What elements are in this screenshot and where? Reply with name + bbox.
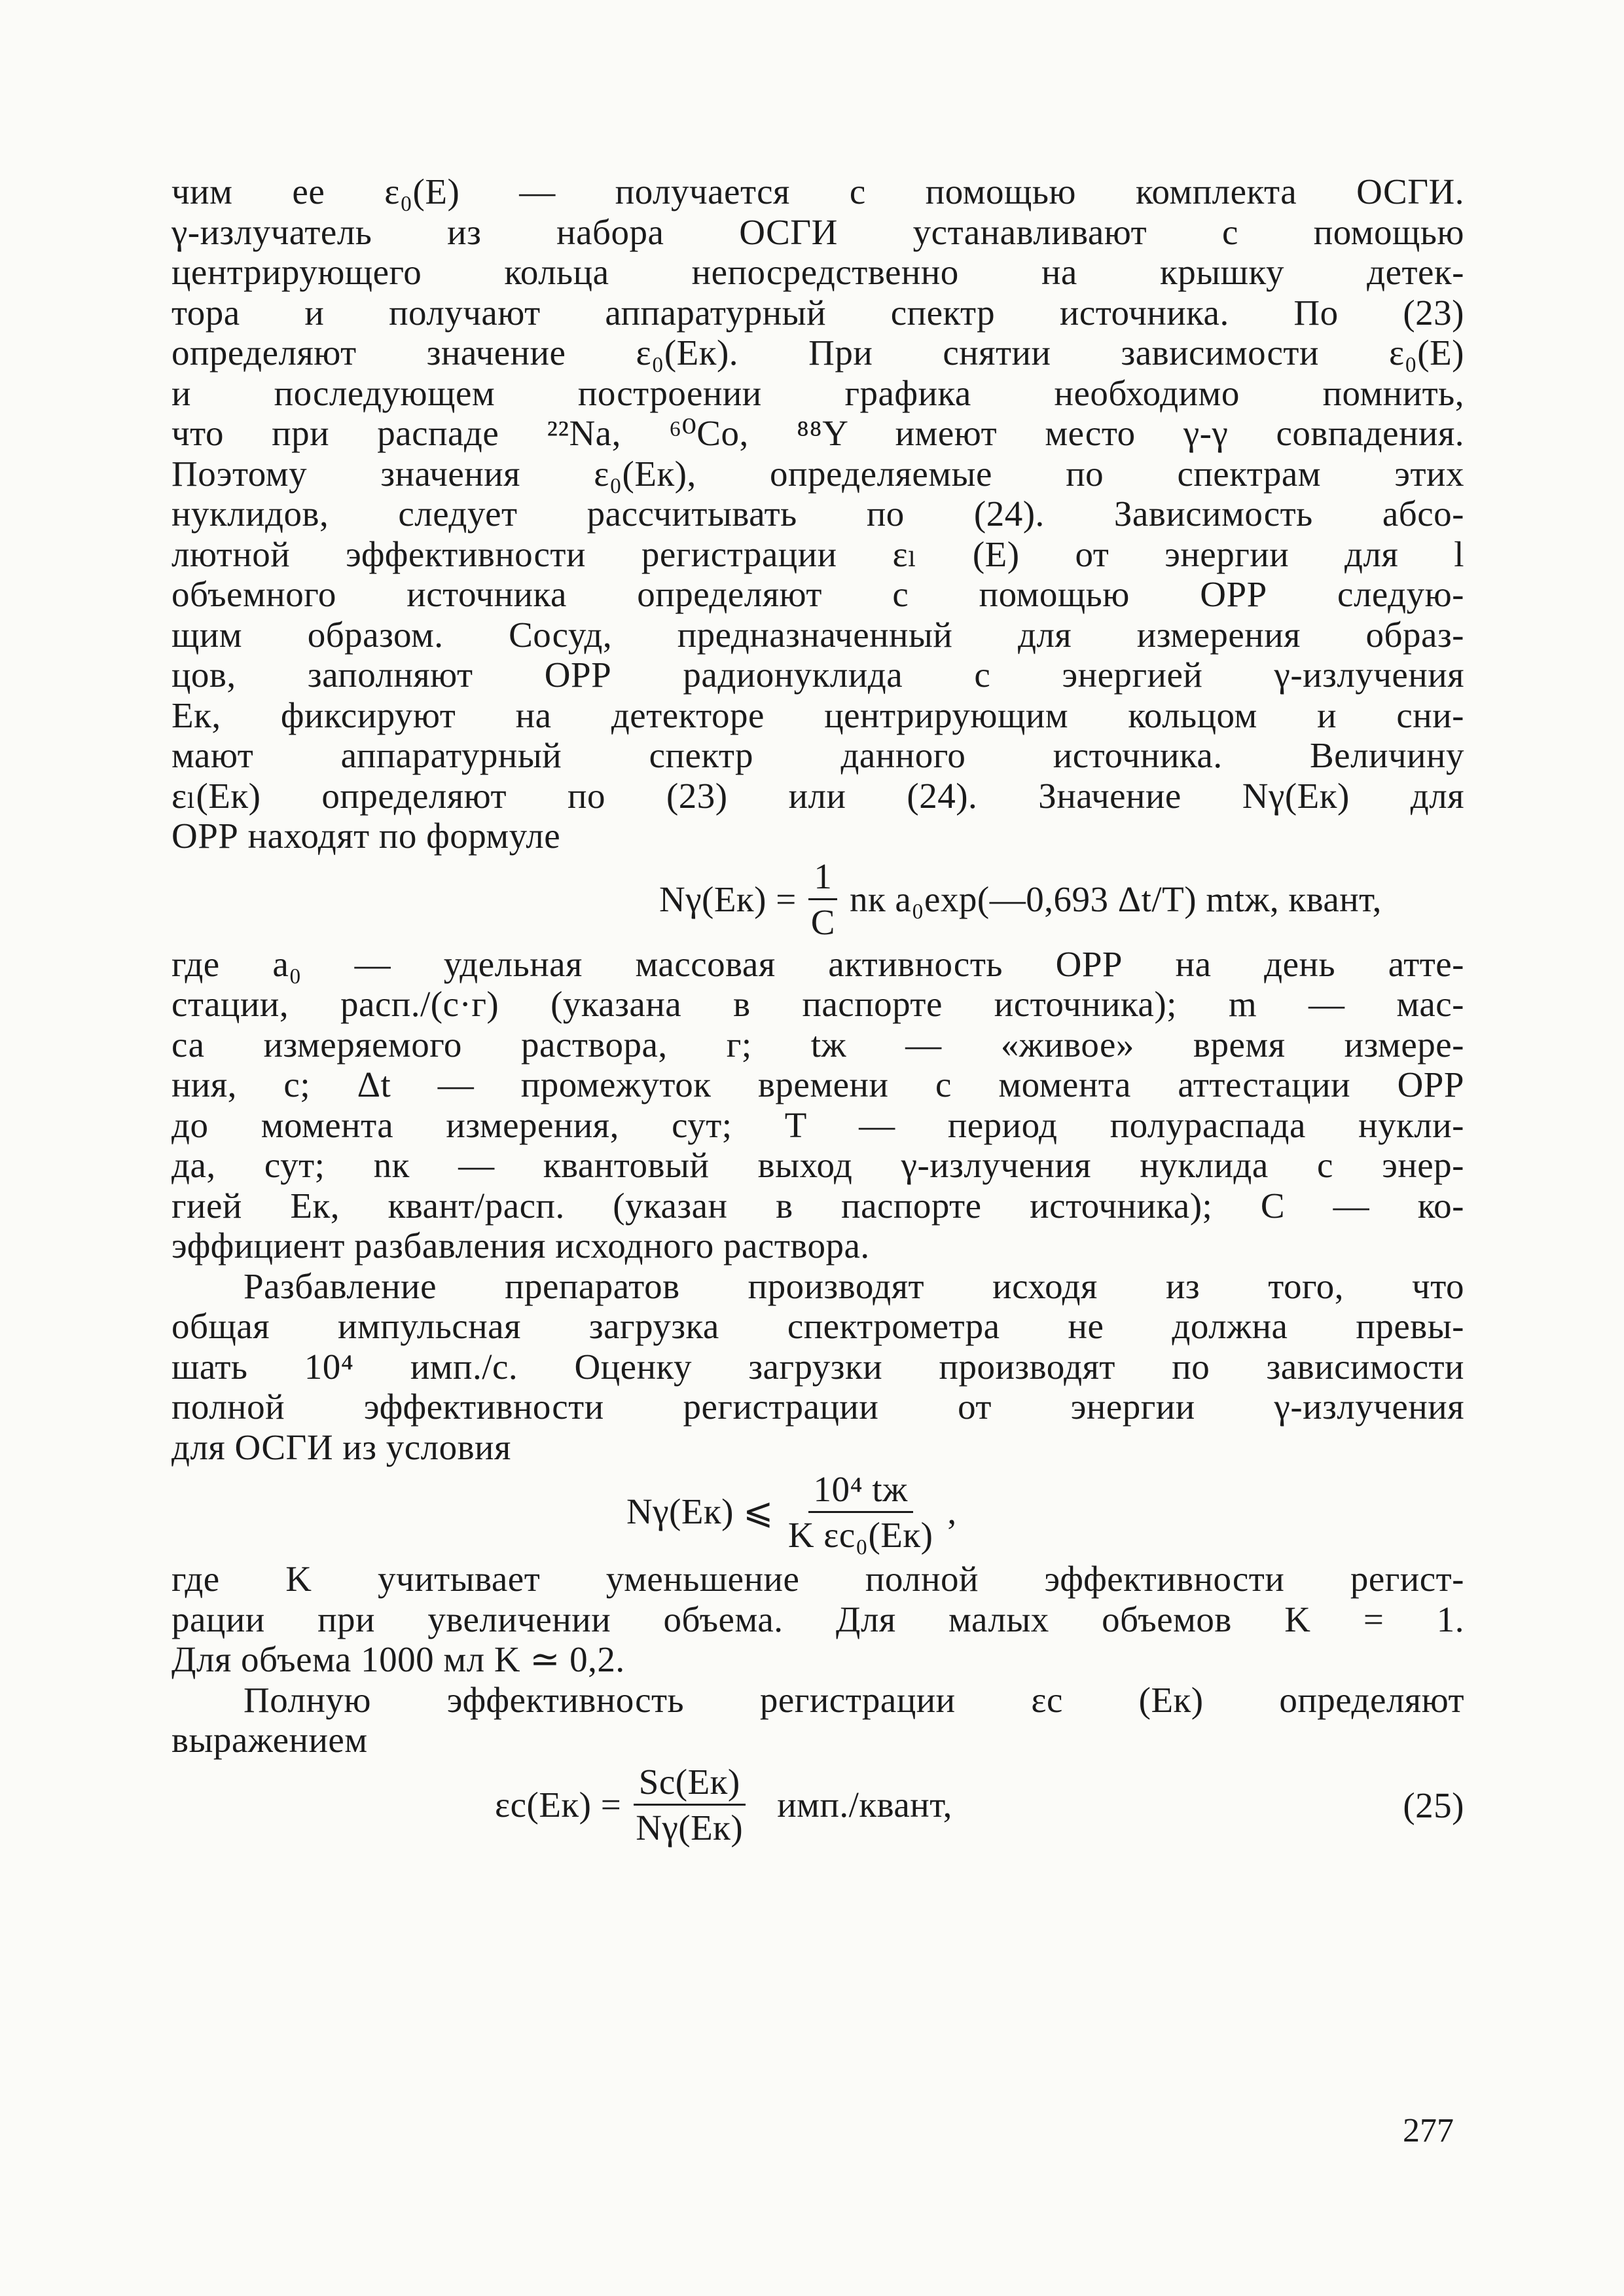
body-text (171, 172, 1464, 1846)
paragraph-3 (171, 1266, 1464, 1468)
text-line: Полную эффективность регистрации εc (Eк) определяют (244, 1679, 1464, 1720)
formula-lhs: εc(Eк) = (495, 1784, 622, 1825)
fraction-numerator: Sc(Eк) (634, 1764, 746, 1806)
formula-rhs: имп./квант, (777, 1784, 952, 1825)
formula-full-efficiency (171, 1764, 1464, 1846)
text-line: Поэтому значения ε₀(Eк), определяемые по спектрам этих (171, 453, 1464, 494)
text-line: Для объема 1000 мл K ≃ 0,2. (171, 1639, 625, 1679)
formula-rhs: , (947, 1491, 957, 1532)
text-line: определяют значение ε₀(Eк). При снятии зависимости ε₀(E) (171, 333, 1464, 373)
text-line: ОРР находят по формуле (171, 816, 561, 856)
text-line: рации при увеличении объема. Для малых объемов K = 1. (171, 1599, 1464, 1639)
text-line: до момента измерения, сут; T — период полураспада нукли- (171, 1104, 1464, 1145)
text-line: тора и получают аппаратурный спектр источника. По (23) (171, 292, 1464, 333)
equation-number: (25) (1403, 1785, 1464, 1825)
formula-lhs: Nγ(Eк) ⩽ (626, 1491, 774, 1532)
paragraph-1 (171, 172, 1464, 856)
text-line: ния, с; Δt — промежуток времени с момента аттестации ОРР (171, 1065, 1464, 1104)
text-line: общая импульсная загрузка спектрометра не должна превы- (171, 1306, 1464, 1346)
paragraph-2 (171, 944, 1464, 1266)
text-line: лютной эффективности регистрации εₗ (E) от энергии для l (171, 534, 1464, 574)
text-line: мают аппаратурный спектр данного источника. Величину (171, 735, 1464, 775)
text-line: нуклидов, следует рассчитывать по (24). Зависимость абсо- (171, 494, 1464, 534)
text-line: чим ее ε₀(E) — получается с помощью комплекта ОСГИ. (171, 172, 1464, 211)
formula-fraction (630, 1764, 748, 1846)
fraction-numerator: 10⁴ tж (808, 1471, 913, 1513)
text-line: γ-излучатель из набора ОСГИ устанавливают с помощью (171, 211, 1464, 252)
text-line: щим образом. Сосуд, предназначенный для измерения образ- (171, 614, 1464, 655)
text-line: стации, расп./(с·г) (указана в паспорте источника); m — мас- (171, 984, 1464, 1024)
formula-fraction (783, 1468, 939, 1555)
text-line: са измеряемого раствора, г; tж — «живое» время измере- (171, 1024, 1464, 1065)
text-line: цов, заполняют ОРР радионуклида с энергией γ-излучения (171, 655, 1464, 695)
text-line: для ОСГИ из условия (171, 1427, 511, 1467)
paragraph-4 (171, 1559, 1464, 1680)
text-line: полной эффективности регистрации от энергии γ-излучения (171, 1387, 1464, 1427)
page-number: 277 (1403, 2112, 1454, 2149)
fraction-denominator: Nγ(Eк) (636, 1808, 744, 1848)
text-line: что при распаде ²²Na, ⁶⁰Co, ⁸⁸Y имеют место γ-γ совпадения. (171, 413, 1464, 453)
text-line: объемного источника определяют с помощью ОРР следую- (171, 574, 1464, 614)
fraction-denominator: C (810, 902, 835, 942)
fraction-denominator: K εc₀(Eк) (787, 1514, 933, 1555)
text-line: центрирующего кольца непосредственно на крышку детек- (171, 252, 1464, 292)
formula-lhs: Nγ(Eк) = (659, 879, 797, 919)
text-line: эффициент разбавления исходного раствора. (171, 1226, 870, 1266)
text-line: и последующем построении графика необходимо помнить, (171, 373, 1464, 413)
paragraph-5 (171, 1680, 1464, 1760)
text-line: выражением (171, 1720, 368, 1760)
text-line: Eк, фиксируют на детекторе центрирующим кольцом и сни- (171, 695, 1464, 735)
text-line: где K учитывает уменьшение полной эффективности регист- (171, 1559, 1464, 1599)
text-line: гией Eк, квант/расп. (указан в паспорте источника); C — ко- (171, 1185, 1464, 1226)
text-line: шать 10⁴ имп./с. Оценку загрузки производят по зависимости (171, 1346, 1464, 1387)
formula-load-condition (171, 1468, 1464, 1555)
text-line: да, сут; nк — квантовый выход γ-излучения нуклида с энер- (171, 1145, 1464, 1185)
text-line: Разбавление препаратов производят исходя из того, что (244, 1266, 1464, 1306)
formula-n-gamma (171, 856, 1464, 942)
formula-rhs: nк a₀exp(—0,693 Δt/T) mtж, квант, (849, 879, 1382, 919)
text-line: где a₀ — удельная массовая активность ОРР на день атте- (171, 943, 1464, 984)
text-line: εₗ(Eк) определяют по (23) или (24). Значение Nγ(Eк) для (171, 775, 1464, 816)
formula-fraction (806, 858, 840, 940)
fraction-numerator: 1 (808, 858, 837, 900)
